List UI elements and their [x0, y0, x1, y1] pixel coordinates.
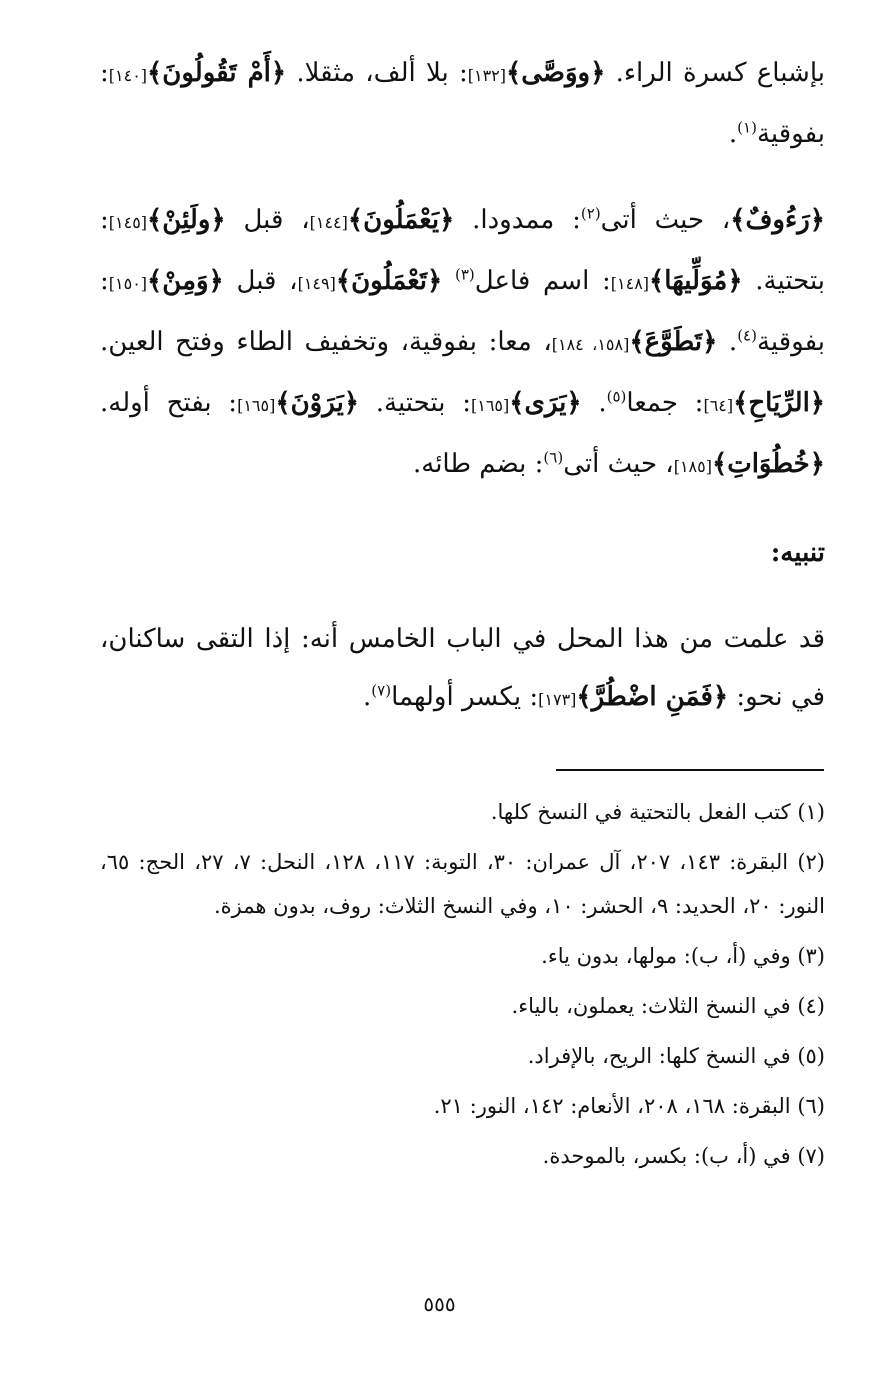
quran-word: ﴿مُوَلِّيهَا﴾: [649, 266, 743, 296]
text-run: : بفوقية: [100, 58, 825, 149]
paragraph-3: [100, 610, 825, 729]
quran-word: ﴿تَعْمَلُونَ﴾: [335, 266, 443, 296]
text-run: : بتحتية.: [375, 388, 471, 418]
verse-ref: [١٤٠]: [108, 66, 148, 85]
verse-ref: [٦٤]: [703, 396, 734, 415]
quran-word: ﴿ولَئِنْ﴾: [147, 205, 226, 235]
text-run: ، معا: بفوقية، وتخفيف الطاء وفتح العين.: [100, 327, 552, 357]
footnote-marker: (٢): [580, 204, 601, 223]
text-run: .: [728, 327, 738, 357]
quran-word: ﴿أَمْ تَقُولُونَ﴾: [147, 58, 287, 88]
text-run: ، حيث أتى: [563, 449, 674, 479]
footnote-5: [100, 1034, 825, 1078]
quran-word: ﴿يَرَوْنَ﴾: [275, 388, 360, 418]
main-text: [100, 44, 825, 729]
footnote-number: (٤): [797, 994, 825, 1018]
page-number: ٥٥٥: [423, 1292, 456, 1316]
text-run: ، قبل: [236, 266, 298, 296]
text-run: ، حيث أتى: [600, 205, 731, 235]
text-run: قد علمت من هذا المحل في الباب الخامس أنه: إذا التقى ساكنان، في نحو:: [100, 624, 825, 712]
text-run: : جمعا: [626, 388, 704, 418]
quran-word: ﴿وَمِنْ﴾: [147, 266, 224, 296]
paragraph-gap: [100, 163, 825, 191]
verse-ref: [١٣٢]: [467, 66, 506, 85]
verse-ref: [١٤٩]: [297, 274, 336, 293]
footnote-number: (٥): [797, 1044, 825, 1068]
paragraph-2: [100, 191, 825, 496]
text-run: : بفتح أوله.: [100, 388, 238, 418]
text-run: بإشباع كسرة الراء.: [615, 58, 825, 88]
quran-word: ﴿تَطَوَّعَ﴾: [629, 327, 718, 357]
paragraph-gap: [100, 582, 825, 610]
footnote-marker: (٦): [543, 448, 564, 467]
footnote-7: [100, 1134, 825, 1178]
verse-ref: [١٥٨، ١٨٤]: [551, 335, 630, 354]
verse-ref: [١٤٥]: [108, 213, 148, 232]
text-run: : ممدودا.: [472, 205, 581, 235]
quran-word: ﴿يَرَى﴾: [509, 388, 582, 418]
footnote-text: في النسخ كلها: الريح، بالإفراد.: [527, 1044, 791, 1068]
text-run: : يكسر أولهما: [391, 682, 539, 712]
verse-ref: [١٦٥]: [237, 396, 276, 415]
quran-word: ﴿الرِّيَاحِ﴾: [733, 388, 826, 418]
footnote-1: [100, 790, 825, 834]
verse-ref: [١٦٥]: [470, 396, 510, 415]
footnote-text: البقرة: ١٦٨، ٢٠٨، الأنعام: ١٤٢، النور: ٢١.: [433, 1094, 791, 1118]
text-run: .: [728, 119, 738, 149]
quran-word: ﴿رَءُوفٌ﴾: [730, 205, 825, 235]
verse-ref: [١٥٠]: [108, 274, 148, 293]
footnote-number: (٣): [797, 944, 825, 968]
verse-ref: [١٤٤]: [309, 213, 348, 232]
text-run: ، قبل: [243, 205, 310, 235]
footnote-number: (٢): [797, 850, 825, 874]
verse-ref: [١٤٨]: [610, 274, 650, 293]
text-run: : بلا ألف، مثقلا.: [296, 58, 468, 88]
text-run: .: [598, 388, 607, 418]
verse-ref: [١٨٥]: [673, 457, 712, 476]
text-run: : اسم فاعل: [474, 266, 611, 296]
footnote-number: (٧): [797, 1144, 825, 1168]
text-run: : بضم طائه.: [412, 449, 544, 479]
text-run: .: [363, 682, 372, 712]
quran-word: ﴿فَمَنِ اضْطُرَّ﴾: [576, 682, 729, 712]
footnote-text: كتب الفعل بالتحتية في النسخ كلها.: [490, 800, 791, 824]
verse-ref: [١٧٣]: [538, 690, 577, 709]
footnote-divider: [556, 769, 824, 771]
footnote-6: [100, 1084, 825, 1128]
footnote-text: في (أ، ب): بكسر، بالموحدة.: [542, 1144, 791, 1168]
quran-word: ﴿خُطُوَاتِ﴾: [711, 449, 825, 479]
footnote-marker: (٤): [737, 326, 757, 345]
footnote-3: [100, 934, 825, 978]
footnote-marker: (٧): [371, 681, 392, 700]
footnote-text: في النسخ الثلاث: يعملون، بالياء.: [511, 994, 791, 1018]
quran-word: ﴿ووَصَّى﴾: [506, 58, 606, 88]
footnote-marker: (٥): [606, 387, 627, 406]
footnote-text: وفي (أ، ب): مولها، بدون ياء.: [541, 944, 791, 968]
text-run: : بتحتية.: [100, 205, 826, 296]
footnote-4: [100, 984, 825, 1028]
footnote-number: (٦): [797, 1094, 825, 1118]
quran-word: ﴿يَعْمَلُونَ﴾: [347, 205, 455, 235]
paragraph-gap: [100, 496, 825, 524]
text-run: : بفوقية: [100, 266, 826, 357]
footnote-2: [100, 840, 825, 928]
footnote-text: البقرة: ١٤٣، ٢٠٧، آل عمران: ٣٠، التوبة: ١١٧، ١٢٨، النحل: ٧، ٢٧، الحج: ٦٥، النور: ٢٠، الحديد: ٩، الحشر: ١٠، وفي النسخ الثلاث: روف، بدون همزة.: [100, 850, 825, 918]
paragraph-1: [100, 44, 825, 163]
section-heading: تنبيه:: [770, 538, 825, 568]
footnote-number: (١): [797, 800, 825, 824]
footnotes: [100, 790, 825, 1184]
footnote-marker: (٣): [454, 265, 475, 284]
footnote-marker: (١): [737, 118, 757, 137]
